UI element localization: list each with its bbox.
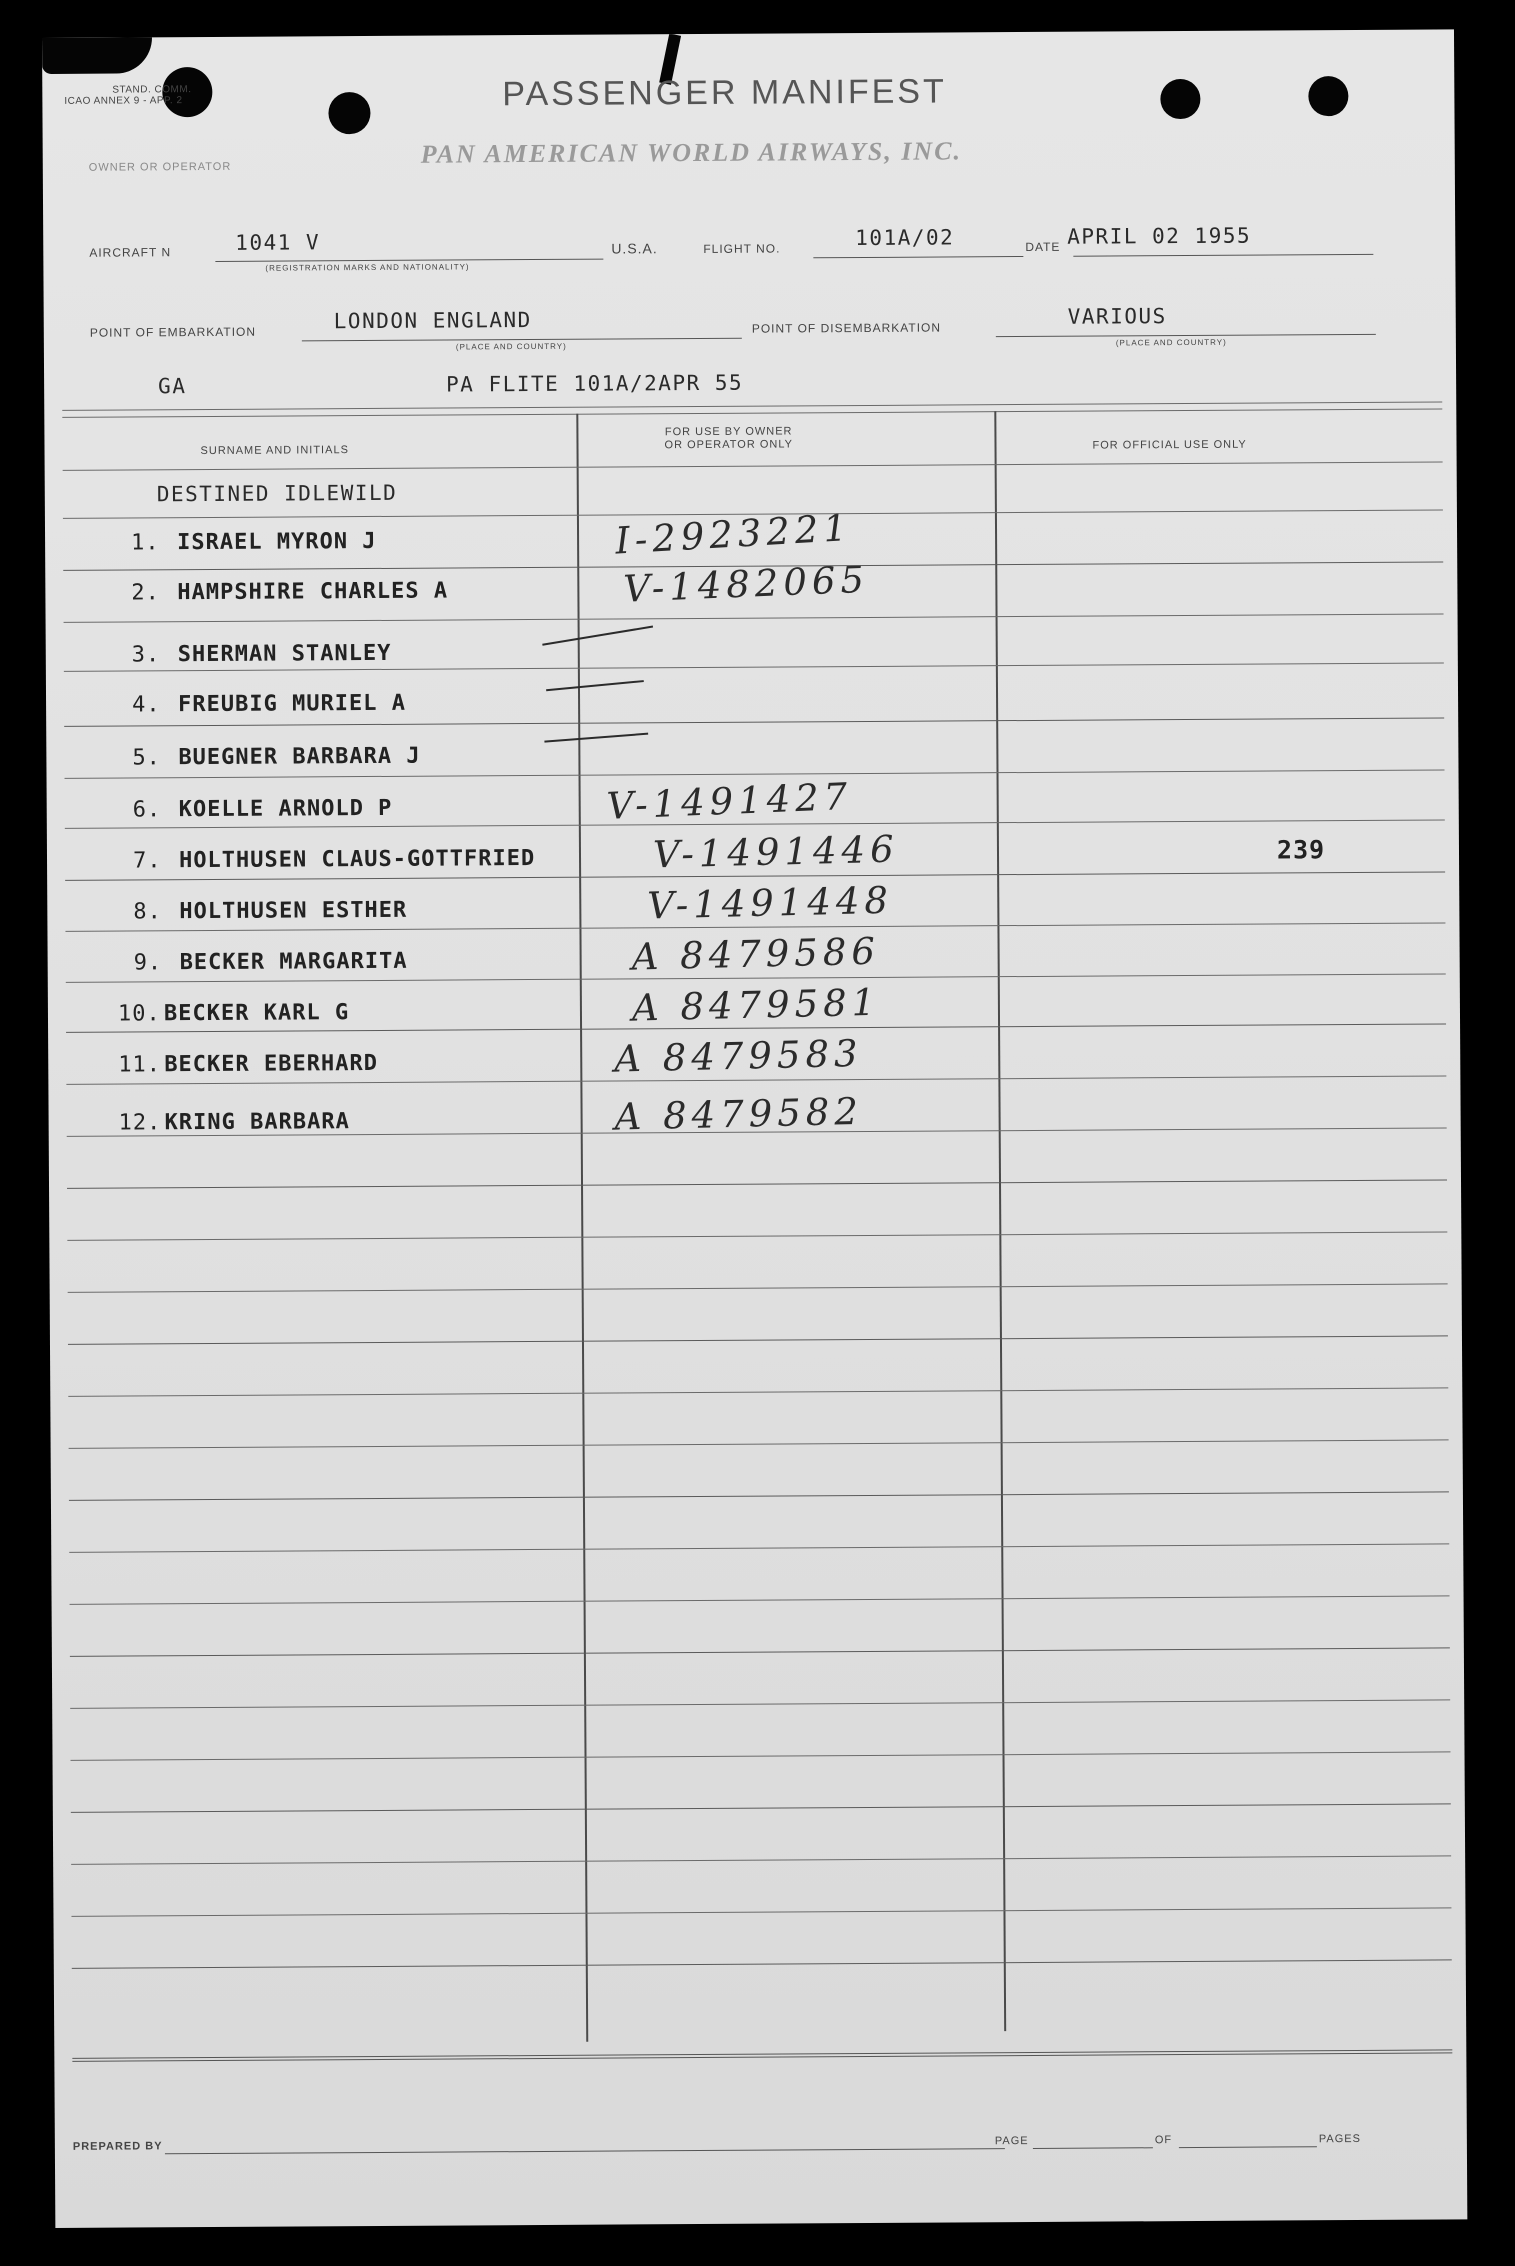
page-title: PASSENGER MANIFEST	[502, 72, 947, 114]
visa-number: V-1491446	[652, 827, 900, 877]
flight-label: FLIGHT NO.	[703, 241, 781, 256]
punch-hole-3	[1308, 76, 1348, 116]
passenger-name: BECKER KARL G	[163, 1000, 350, 1027]
visa-number: V-1491448	[646, 878, 894, 928]
passenger-number: 12.	[118, 1110, 162, 1136]
embarkation-fill-line	[302, 338, 742, 342]
header-owner-line-1: FOR USE BY OWNER	[664, 425, 793, 439]
table-rule	[70, 1699, 1450, 1708]
table-rule	[69, 1543, 1449, 1552]
passenger-name: BECKER EBERHARD	[164, 1050, 379, 1078]
table-rule	[71, 1907, 1451, 1916]
owner-label: OWNER OR OPERATOR	[88, 160, 232, 174]
header-official-use: FOR OFFICIAL USE ONLY	[1092, 438, 1247, 452]
flight-fill-line	[813, 256, 1023, 258]
table-rule	[69, 1491, 1449, 1500]
disembarkation-label: POINT OF DISEMBARKATION	[751, 320, 942, 336]
table-rule	[71, 1751, 1451, 1760]
passenger-name: HOLTHUSEN ESTHER	[179, 897, 408, 925]
usa-label: U.S.A.	[611, 240, 658, 257]
table-rule	[68, 1387, 1448, 1396]
flight-value: 101A/02	[855, 225, 955, 251]
table-rule	[72, 1959, 1452, 1968]
table-rule	[67, 1231, 1447, 1240]
passenger-number: 11.	[118, 1052, 162, 1078]
company-name: PAN AMERICAN WORLD AIRWAYS, INC.	[420, 136, 963, 169]
form-ref-line-2: ICAO ANNEX 9 - APP. 2	[64, 95, 183, 107]
prepared-by-line	[165, 2148, 1005, 2154]
passenger-number: 7.	[132, 848, 162, 874]
date-value: APRIL 02 1955	[1067, 223, 1252, 249]
passenger-name: KOELLE ARNOLD P	[178, 795, 393, 823]
table-rule	[65, 769, 1445, 778]
table-rule	[69, 1439, 1449, 1448]
destined-label: DESTINED IDLEWILD	[156, 480, 398, 507]
header-owner-use	[664, 425, 793, 452]
table-rule	[64, 717, 1444, 726]
header-surname: SURNAME AND INITIALS	[200, 444, 349, 458]
date-fill-line	[1073, 254, 1373, 257]
table-rule	[68, 1283, 1448, 1292]
passenger-number: 4.	[131, 692, 161, 718]
visa-number: A 8479583	[613, 1031, 863, 1081]
aircraft-fill-line	[215, 259, 603, 262]
ink-blot-1	[42, 37, 152, 74]
passenger-number: 3.	[131, 642, 161, 668]
page-line	[1033, 2147, 1153, 2149]
passenger-name: ISRAEL MYRON J	[177, 528, 377, 556]
table-rule	[70, 1595, 1450, 1604]
aircraft-label: AIRCRAFT N	[89, 245, 172, 260]
page-label: PAGE	[994, 2135, 1029, 2148]
visa-dash-5	[544, 733, 648, 743]
visa-dash-3	[542, 626, 653, 646]
embarkation-sub-label: (PLACE AND COUNTRY)	[455, 341, 567, 352]
passenger-name: BECKER MARGARITA	[179, 948, 408, 976]
table-top-rule-2	[62, 408, 1442, 417]
manifest-sheet	[42, 29, 1467, 2228]
official-use-value: 239	[1276, 835, 1326, 865]
punch-hole-2	[1160, 79, 1200, 119]
passenger-name: HOLTHUSEN CLAUS-GOTTFRIED	[178, 846, 536, 874]
header-rule	[63, 461, 1443, 470]
punch-hole-1	[328, 92, 370, 134]
passenger-name: KRING BARBARA	[164, 1109, 350, 1136]
visa-number: V-1491427	[605, 774, 854, 828]
date-label: DATE	[1025, 239, 1061, 254]
aircraft-sub-label: (REGISTRATION MARKS AND NATIONALITY)	[265, 262, 470, 273]
visa-number: A 8479581	[631, 980, 881, 1030]
table-rule	[71, 1803, 1451, 1812]
column-divider-1	[576, 414, 588, 2042]
pages-label: PAGES	[1318, 2132, 1361, 2146]
notes-flite: PA FLITE 101A/2APR 55	[446, 370, 744, 397]
prepared-by-label: PREPARED BY	[72, 2140, 163, 2153]
visa-number: V-1482065	[622, 557, 870, 611]
table-bottom-rule	[72, 2049, 1452, 2061]
of-label: OF	[1154, 2134, 1173, 2147]
passenger-number: 6.	[132, 797, 162, 823]
passenger-name: HAMPSHIRE CHARLES A	[177, 578, 449, 606]
visa-number: I-2923221	[613, 505, 854, 563]
form-ref-line-1: STAND. COMM.	[112, 84, 192, 96]
table-rule	[64, 613, 1444, 622]
column-divider-2	[994, 411, 1006, 2031]
passenger-name: SHERMAN STANLEY	[177, 640, 392, 668]
embarkation-label: POINT OF EMBARKATION	[89, 324, 257, 340]
visa-number: A 8479586	[631, 929, 881, 979]
passenger-number: 10.	[117, 1001, 161, 1027]
table-rule	[70, 1647, 1450, 1656]
form-reference	[64, 84, 191, 107]
passenger-number: 9.	[133, 950, 163, 976]
embarkation-value: LONDON ENGLAND	[333, 308, 532, 334]
passenger-number: 5.	[132, 745, 161, 771]
disembarkation-fill-line	[996, 334, 1376, 337]
visa-dash-4	[546, 680, 644, 691]
header-owner-line-2: OR OPERATOR ONLY	[664, 438, 794, 452]
table-rule	[71, 1855, 1451, 1864]
passenger-number: 1.	[131, 530, 160, 556]
table-rule	[67, 1179, 1447, 1188]
notes-code: GA	[158, 374, 187, 399]
passenger-number: 8.	[133, 899, 162, 925]
aircraft-value: 1041 V	[235, 230, 321, 255]
disembarkation-value: VARIOUS	[1067, 304, 1167, 329]
table-rules	[42, 29, 1454, 38]
disembarkation-sub-label: (PLACE AND COUNTRY)	[1115, 337, 1227, 348]
passenger-name: BUEGNER BARBARA J	[178, 743, 421, 771]
of-line	[1179, 2146, 1317, 2148]
visa-number: A 8479582	[614, 1089, 864, 1139]
passenger-number: 2.	[131, 580, 160, 606]
passenger-name: FREUBIG MURIEL A	[177, 690, 407, 718]
table-rule	[68, 1335, 1448, 1344]
